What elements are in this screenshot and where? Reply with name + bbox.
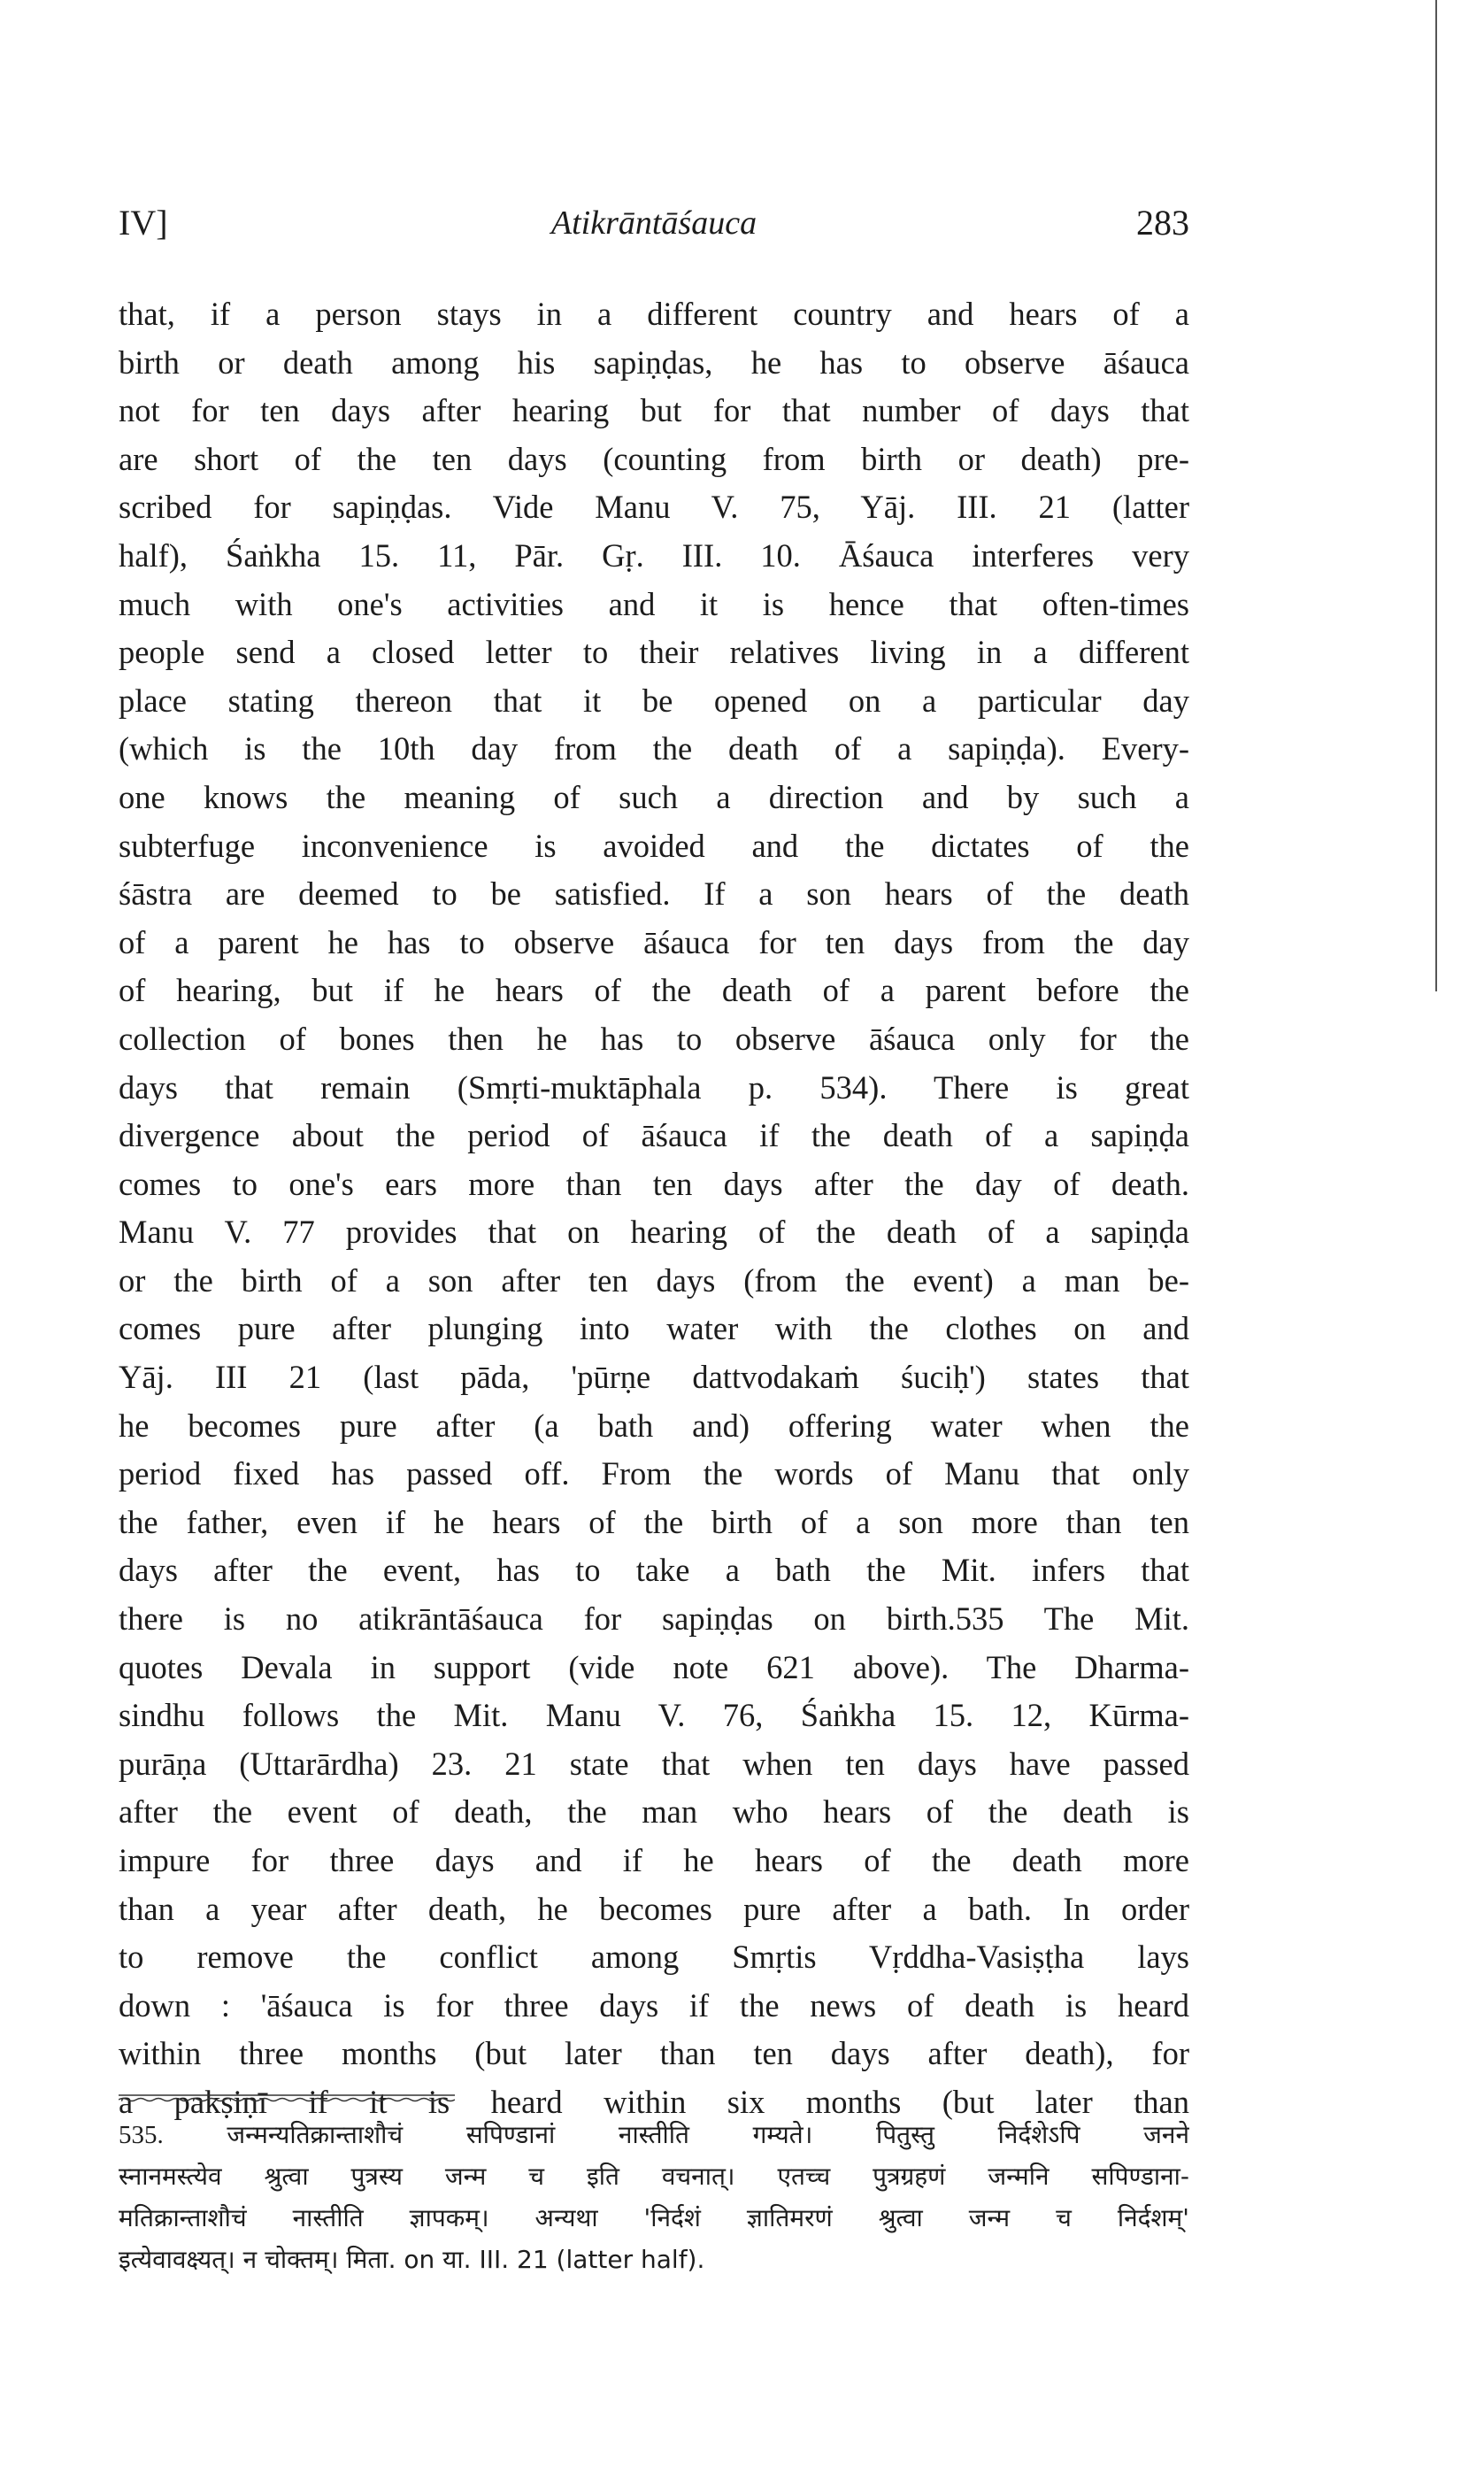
page-number: 283: [1136, 203, 1189, 243]
body-line: Manu V. 77 provides that on hearing of the death of a sapiṇḍa: [119, 1214, 1189, 1251]
body-line: period fixed has passed off. From the words of Manu that only: [119, 1455, 1189, 1492]
body-text: [119, 290, 1189, 2127]
footnote-line: स्नानमस्त्येव श्रुत्वा पुत्रस्य जन्म च इति वचनात्। एतच्च पुत्रग्रहणं जन्मनि सपिण्डाना-: [119, 2162, 1189, 2191]
body-line: sindhu follows the Mit. Manu V. 76, Śaṅkha 15. 12, Kūrma-: [119, 1697, 1189, 1734]
body-line: not for ten days after hearing but for that number of days that: [119, 392, 1189, 429]
body-line: people send a closed letter to their relatives living in a different: [119, 634, 1189, 671]
footnote-separator: [119, 2093, 455, 2102]
body-line: the father, even if he hears of the birth of a son more than ten: [119, 1503, 1189, 1540]
body-line: there is no atikrāntāśauca for sapiṇḍas on birth.535 The Mit.: [119, 1600, 1189, 1638]
body-line: after the event of death, the man who hears of the death is: [119, 1793, 1189, 1831]
footnote-block: [119, 2114, 1189, 2280]
footnote-text: जन्मन्यतिक्रान्ताशौचं सपिण्डानां नास्तीति गम्यते। पितुस्तु निर्दशेऽपि जनने: [227, 2120, 1189, 2149]
chapter-marker: IV]: [119, 203, 168, 243]
body-line: much with one's activities and it is hence that often-times: [119, 585, 1189, 622]
body-line: down : 'āśauca is for three days if the news of death is heard: [119, 1986, 1189, 2024]
body-line: days after the event, has to take a bath the Mit. infers that: [119, 1552, 1189, 1589]
body-line: or the birth of a son after ten days (from the event) a man be-: [119, 1261, 1189, 1299]
page-edge-rule: [1435, 0, 1437, 991]
footnote-line: इत्येवावक्ष्यत्। न चोक्तम्। मिता. on या. III. 21 (latter half).: [119, 2245, 705, 2274]
body-line: comes to one's ears more than ten days after the day of death.: [119, 1165, 1189, 1202]
body-line: collection of bones then he has to observe āśauca only for the: [119, 1020, 1189, 1057]
body-line: of a parent he has to observe āśauca for ten days from the day: [119, 923, 1189, 960]
footnote-number: 535.: [119, 2121, 164, 2149]
body-line: than a year after death, he becomes pure after a bath. In order: [119, 1890, 1189, 1927]
body-line: that, if a person stays in a different country and hears of a: [119, 296, 1189, 332]
body-line: quotes Devala in support (vide note 621 above). The Dharma-: [119, 1648, 1189, 1685]
footnote-line: [119, 2114, 1189, 2155]
body-line: comes pure after plunging into water with the clothes on and: [119, 1310, 1189, 1347]
body-line: one knows the meaning of such a direction and by such a: [119, 778, 1189, 815]
body-line: birth or death among his sapiṇḍas, he has to observe āśauca: [119, 343, 1189, 381]
body-line: (which is the 10th day from the death of a sapiṇḍa). Every-: [119, 730, 1189, 767]
body-line: divergence about the period of āśauca if the death of a sapiṇḍa: [119, 1117, 1189, 1154]
body-line: Yāj. III 21 (last pāda, 'pūrṇe dattvodakaṁ śuciḥ') states that: [119, 1359, 1189, 1396]
body-line: place stating thereon that it be opened on a particular day: [119, 682, 1189, 719]
body-line: half), Śaṅkha 15. 11, Pār. Gṛ. III. 10. Āśauca interferes very: [119, 536, 1189, 574]
running-title: Atikrāntāśauca: [550, 204, 757, 242]
body-line: śāstra are deemed to be satisfied. If a son hears of the death: [119, 875, 1189, 913]
body-line: impure for three days and if he hears of the death more: [119, 1842, 1189, 1878]
body-line: he becomes pure after (a bath and) offering water when the: [119, 1407, 1189, 1444]
body-line: within three months (but later than ten days after death), for: [119, 2035, 1189, 2072]
body-line: subterfuge inconvenience is avoided and the dictates of the: [119, 827, 1189, 864]
body-line: a pakṣiṇī if it is heard within six months (but later than: [119, 2083, 1189, 2120]
body-line: to remove the conflict among Smṛtis Vṛddha-Vasiṣṭha lays: [119, 1939, 1189, 1976]
running-header: [119, 202, 1189, 255]
body-line: scribed for sapiṇḍas. Vide Manu V. 75, Yāj. III. 21 (latter: [119, 489, 1189, 526]
body-line: are short of the ten days (counting from birth or death) pre-: [119, 440, 1189, 477]
body-line: purāṇa (Uttarārdha) 23. 21 state that when ten days have passed: [119, 1745, 1189, 1782]
body-line: days that remain (Smṛti-muktāphala p. 534). There is great: [119, 1068, 1189, 1106]
body-line: of hearing, but if he hears of the death of a parent before the: [119, 972, 1189, 1009]
footnote-line: मतिक्रान्ताशौचं नास्तीति ज्ञापकम्। अन्यथा 'निर्दशं ज्ञातिमरणं श्रुत्वा जन्म च निर्दशम्': [119, 2203, 1189, 2232]
